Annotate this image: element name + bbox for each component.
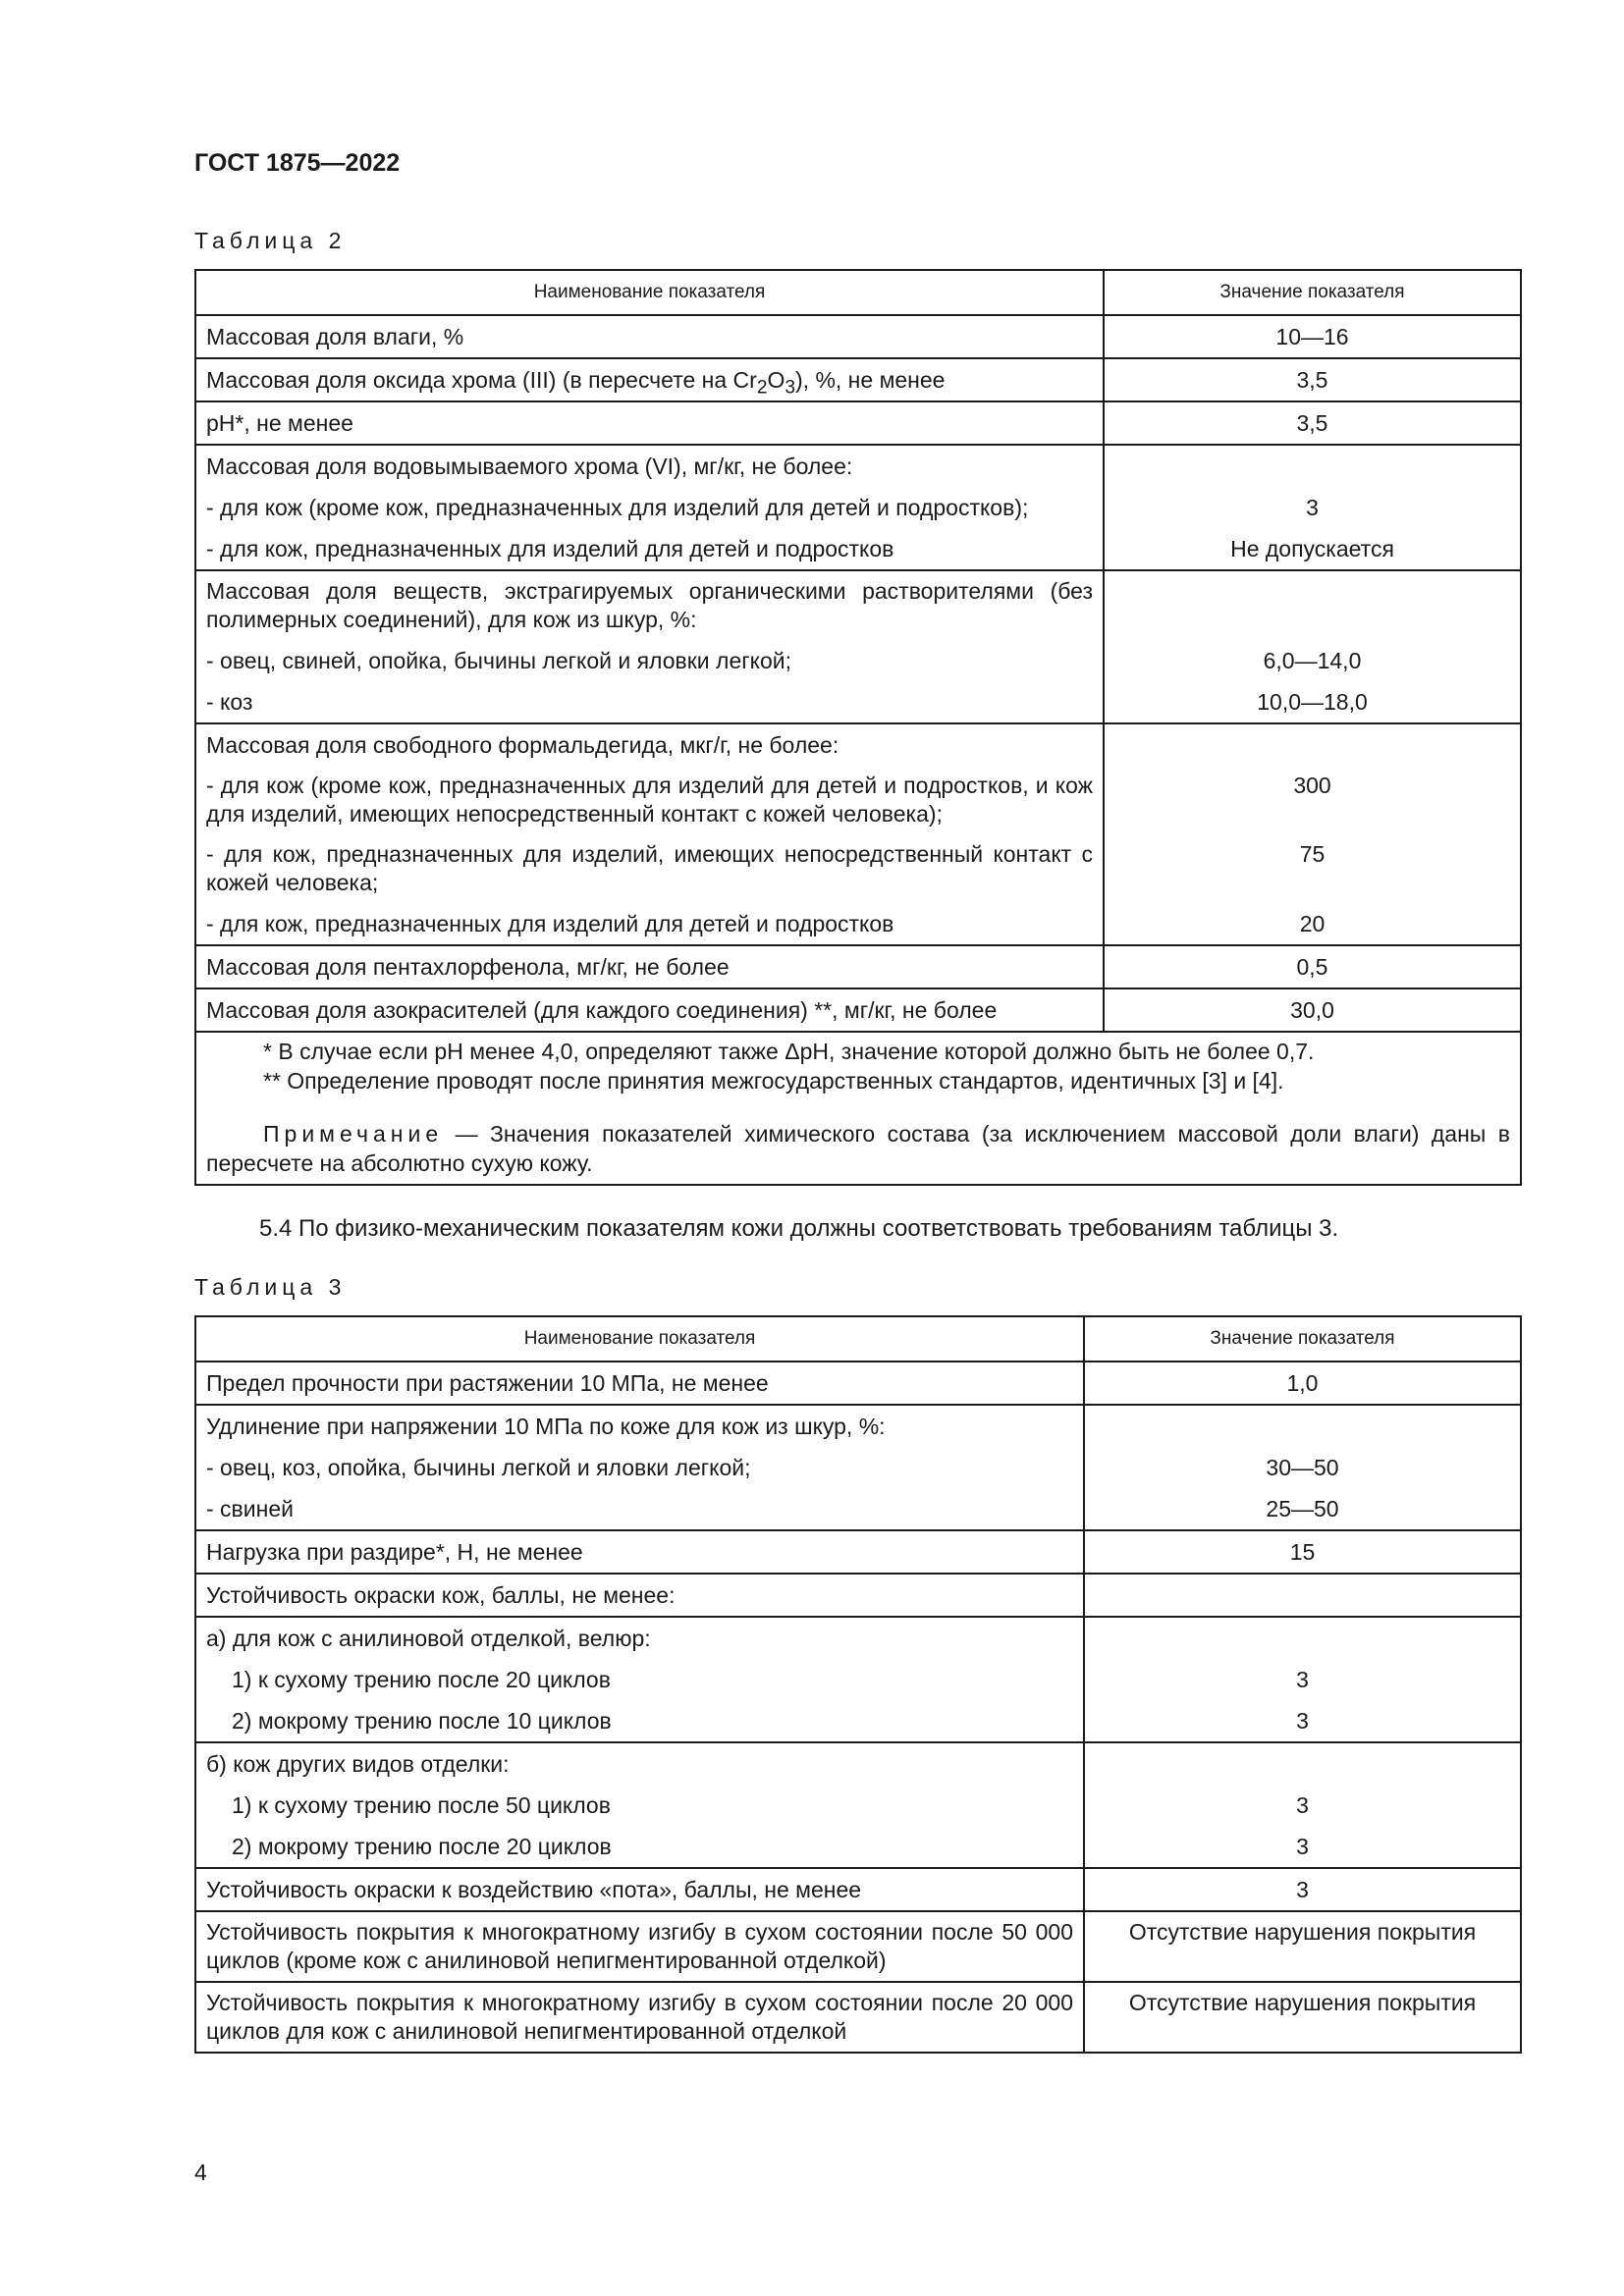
table-2 bbox=[194, 269, 1522, 1186]
paragraph-5-4: 5.4 По физико-механическим показателям кожи должны соответствовать требованиям таблицы 3. bbox=[259, 1215, 1339, 1242]
footnote: * В случае если pH менее 4,0, определяют также ΔpH, значение которой должно быть не более 0,7. ** Определение проводят после принятия межгосударственных стандартов, идентичных [3] и [4]. bbox=[263, 1039, 1315, 1094]
column-header: Наименование показателя bbox=[195, 270, 1104, 315]
indicator-name: - для кож (кроме кож, предназначенных для изделий для детей и подростков); bbox=[206, 495, 1029, 520]
table-3-caption: Таблица 3 bbox=[194, 1274, 347, 1300]
table-footer bbox=[195, 1032, 1521, 1185]
indicator-name: Массовая доля оксида хрома (III) (в пересчете на $Cr_2O_3$), %, не менее bbox=[206, 367, 946, 399]
table-header-row bbox=[195, 270, 1521, 315]
table-footer-row bbox=[195, 1032, 1521, 1185]
indicator-group-title: Удлинение при напряжении 10 МПа по коже для кож из шкур, %: bbox=[206, 1414, 886, 1439]
document-header: ГОСТ 1875—2022 bbox=[194, 149, 401, 177]
indicator-value: 10—16 bbox=[1275, 324, 1349, 349]
indicator-name: - для кож, предназначенных для изделий для детей и подростков bbox=[206, 911, 894, 936]
table-row bbox=[195, 945, 1521, 988]
table-row bbox=[195, 358, 1521, 401]
table-row bbox=[195, 315, 1521, 358]
indicator-value: 15 bbox=[1289, 1539, 1316, 1565]
indicator-name: - свиней bbox=[206, 1496, 294, 1522]
table-row bbox=[195, 570, 1521, 723]
indicator-value: 20 bbox=[1299, 911, 1326, 936]
column-header: Значение показателя bbox=[1104, 270, 1521, 315]
table-2-caption: Таблица 2 bbox=[194, 228, 347, 253]
indicator-value: 3 bbox=[1296, 1834, 1309, 1859]
indicator-name: Устойчивость окраски к воздействию «пота», баллы, не менее bbox=[206, 1877, 862, 1902]
indicator-name: - коз bbox=[206, 689, 253, 715]
indicator-value: 3 bbox=[1296, 1708, 1309, 1734]
table-row bbox=[195, 1405, 1521, 1530]
column-header: Наименование показателя bbox=[195, 1316, 1084, 1362]
indicator-value: 3 bbox=[1306, 495, 1319, 520]
indicator-name: Предел прочности при растяжении 10 МПа, не менее bbox=[206, 1370, 769, 1396]
indicator-subgroup-title: а) для кож с анилиновой отделкой, велюр: bbox=[206, 1626, 651, 1651]
indicator-value: 10,0—18,0 bbox=[1257, 689, 1368, 715]
indicator-value: 3,5 bbox=[1296, 367, 1328, 393]
indicator-group-title: Массовая доля водовымываемого хрома (VI), мг/кг, не более: bbox=[206, 454, 853, 479]
indicator-value: 0,5 bbox=[1296, 954, 1328, 980]
table-header-row bbox=[195, 1316, 1521, 1362]
indicator-name: - для кож, предназначенных для изделий для детей и подростков bbox=[206, 536, 894, 561]
table-row bbox=[195, 1868, 1521, 1911]
table-row bbox=[195, 1617, 1521, 1742]
indicator-name: Массовая доля пентахлорфенола, мг/кг, не более bbox=[206, 954, 730, 980]
indicator-value: 3,5 bbox=[1296, 410, 1328, 436]
column-header: Значение показателя bbox=[1084, 1316, 1521, 1362]
indicator-value: 3 bbox=[1296, 1877, 1309, 1902]
indicator-name: 2) мокрому трению после 10 циклов bbox=[232, 1708, 612, 1734]
indicator-name: - овец, свиней, опойка, бычины легкой и яловки легкой; bbox=[206, 648, 792, 673]
indicator-value: 75 bbox=[1299, 841, 1326, 867]
indicator-name: Нагрузка при раздире*, Н, не менее bbox=[206, 1539, 583, 1565]
indicator-group-title: Устойчивость окраски кож, баллы, не менее: bbox=[206, 1582, 676, 1608]
indicator-name: 1) к сухому трению после 50 циклов bbox=[232, 1792, 611, 1818]
indicator-name: - для кож, предназначенных для изделий, имеющих непосредственный контакт с кожей человека; bbox=[206, 841, 1093, 895]
indicator-value bbox=[1095, 1575, 1510, 1616]
indicator-name: pH*, не менее bbox=[206, 410, 353, 436]
indicator-name: Устойчивость покрытия к многократному изгибу в сухом состоянии после 50 000 циклов (кроме кож с анилиновой непигментированной отделкой) bbox=[206, 1919, 1073, 1973]
indicator-value: 1,0 bbox=[1286, 1370, 1319, 1396]
indicator-group-title: Массовая доля веществ, экстрагируемых органическими растворителями (без полимерных соединений), для кож из шкур, %: bbox=[206, 578, 1093, 632]
table-row bbox=[195, 1530, 1521, 1574]
indicator-name: Массовая доля азокрасителей (для каждого соединения) **, мг/кг, не более bbox=[206, 997, 998, 1023]
table-row bbox=[195, 401, 1521, 445]
table-row bbox=[195, 1362, 1521, 1405]
indicator-value: Отсутствие нарушения покрытия bbox=[1128, 1990, 1477, 2015]
indicator-value: 3 bbox=[1296, 1667, 1309, 1692]
table-row bbox=[195, 445, 1521, 570]
table-row bbox=[195, 1982, 1521, 2053]
table-3 bbox=[194, 1315, 1522, 2054]
indicator-name: Массовая доля влаги, % bbox=[206, 324, 464, 349]
indicator-name: 2) мокрому трению после 20 циклов bbox=[232, 1834, 612, 1859]
indicator-name: - для кож (кроме кож, предназначенных для изделий для детей и подростков, и кож для изделий, имеющих непосредственный контакт с кожей человека); bbox=[206, 773, 1093, 827]
indicator-value: 6,0—14,0 bbox=[1263, 648, 1362, 673]
table-row bbox=[195, 1742, 1521, 1868]
indicator-name: 1) к сухому трению после 20 циклов bbox=[232, 1667, 611, 1692]
table-row bbox=[195, 1911, 1521, 1982]
indicator-value: 30,0 bbox=[1290, 997, 1334, 1023]
table-row bbox=[195, 988, 1521, 1032]
table-row bbox=[195, 1574, 1521, 1617]
indicator-value: 3 bbox=[1296, 1792, 1309, 1818]
table-note bbox=[206, 1119, 1510, 1184]
indicator-name: - овец, коз, опойка, бычины легкой и яловки легкой; bbox=[206, 1455, 751, 1480]
indicator-value: 25—50 bbox=[1266, 1496, 1339, 1522]
indicator-value: Отсутствие нарушения покрытия bbox=[1128, 1919, 1477, 1945]
indicator-value: 300 bbox=[1293, 773, 1331, 798]
indicator-group-title: Массовая доля свободного формальдегида, мкг/г, не более: bbox=[206, 732, 839, 758]
table-row bbox=[195, 723, 1521, 945]
indicator-subgroup-title: б) кож других видов отделки: bbox=[206, 1751, 510, 1777]
indicator-value: Не допускается bbox=[1230, 536, 1394, 561]
indicator-name: Устойчивость покрытия к многократному изгибу в сухом состоянии после 20 000 циклов для кож с анилиновой непигментированной отделкой bbox=[206, 1990, 1073, 2044]
page-number: 4 bbox=[194, 2160, 207, 2185]
note-text: — Значения показателей химического состава (за исключением массовой доли влаги) даны в пересчете на абсолютно сухую кожу. bbox=[206, 1121, 1510, 1176]
note-label: Примечание bbox=[263, 1121, 444, 1147]
indicator-value: 30—50 bbox=[1266, 1455, 1339, 1480]
